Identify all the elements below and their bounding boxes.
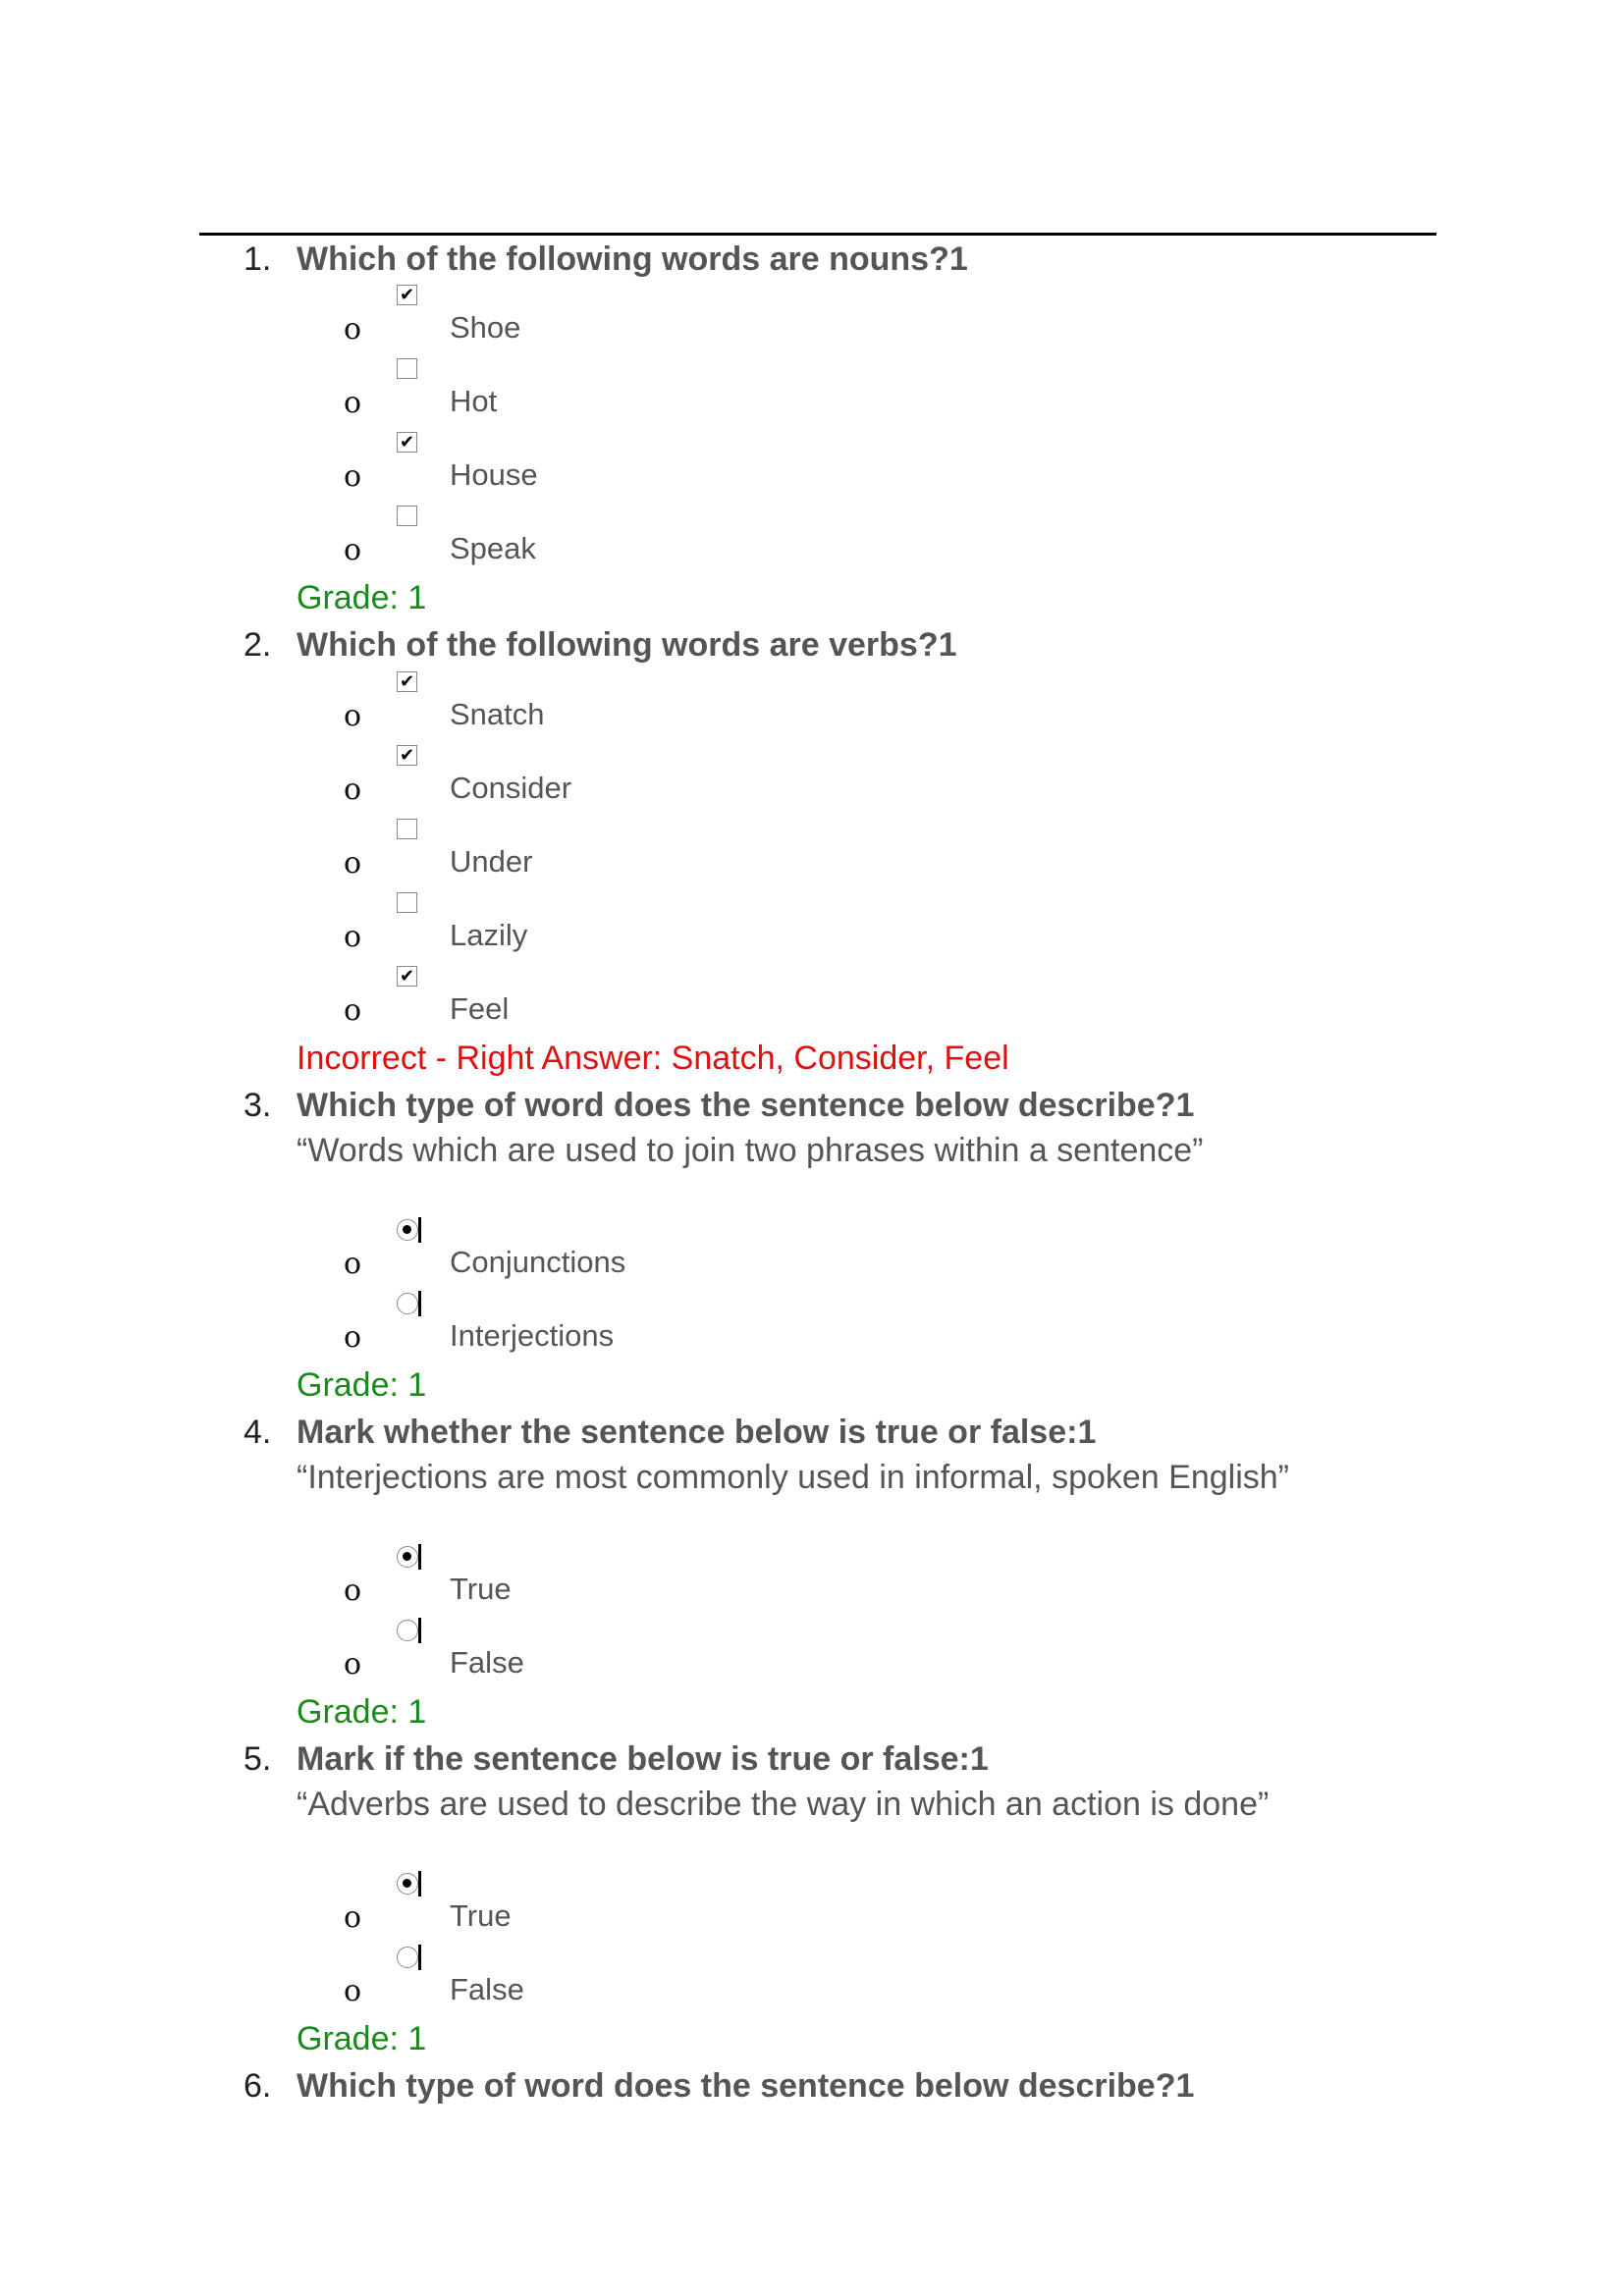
q3-interjections-radio[interactable]	[397, 1293, 418, 1314]
q4-option-true[interactable]	[344, 1546, 933, 1615]
question-3-quote: “Words which are used to join two phrases within a sentence”	[297, 1132, 1204, 1169]
bullet: o	[344, 1647, 362, 1682]
q5-option-false[interactable]	[344, 1947, 933, 2015]
bullet: o	[344, 1574, 362, 1608]
q2-snatch-checkbox[interactable]: ✔	[397, 671, 417, 692]
q1-hot-checkbox[interactable]	[397, 358, 417, 379]
question-2-number: 2.	[243, 626, 272, 664]
q3-grade: Grade: 1	[297, 1366, 427, 1404]
option-label: Shoe	[450, 310, 521, 345]
option-label: Consider	[450, 771, 572, 805]
question-5-text: Mark if the sentence below is true or false:1	[297, 1740, 989, 1778]
q1-option-house[interactable]	[344, 432, 933, 501]
q5-false-radio[interactable]	[397, 1947, 418, 1968]
question-6-number: 6.	[243, 2067, 272, 2105]
q1-house-checkbox[interactable]: ✔	[397, 432, 417, 453]
question-5-number: 5.	[243, 1740, 272, 1778]
q2-option-under[interactable]	[344, 819, 933, 887]
q3-option-conjunctions[interactable]	[344, 1219, 933, 1288]
bullet: o	[344, 1974, 362, 2008]
top-divider	[199, 233, 1436, 236]
bullet: o	[344, 920, 362, 954]
option-label: Interjections	[450, 1318, 615, 1353]
q2-option-snatch[interactable]	[344, 671, 933, 740]
q4-true-radio[interactable]	[397, 1546, 418, 1568]
q1-shoe-checkbox[interactable]: ✔	[397, 285, 417, 305]
bullet: o	[344, 993, 362, 1028]
question-3-text: Which type of word does the sentence below describe?1	[297, 1087, 1195, 1124]
bullet: o	[344, 459, 362, 494]
q1-option-hot[interactable]	[344, 358, 933, 427]
question-4-text: Mark whether the sentence below is true or false:1	[297, 1414, 1097, 1451]
option-label: Under	[450, 844, 533, 879]
q1-option-speak[interactable]	[344, 506, 933, 574]
q3-conjunctions-radio[interactable]	[397, 1219, 418, 1241]
question-2-text: Which of the following words are verbs?1	[297, 626, 957, 664]
bullet: o	[344, 1247, 362, 1281]
q1-speak-checkbox[interactable]	[397, 506, 417, 526]
option-label: House	[450, 457, 538, 492]
q2-consider-checkbox[interactable]: ✔	[397, 745, 417, 766]
question-6-text: Which type of word does the sentence below describe?1	[297, 2067, 1195, 2105]
q2-under-checkbox[interactable]	[397, 819, 417, 839]
q1-option-shoe[interactable]	[344, 285, 933, 353]
q2-option-feel[interactable]	[344, 966, 933, 1035]
option-label: False	[450, 1645, 524, 1680]
question-4-quote: “Interjections are most commonly used in informal, spoken English”	[297, 1459, 1289, 1496]
q2-feel-checkbox[interactable]: ✔	[397, 966, 417, 987]
bullet: o	[344, 533, 362, 567]
q3-option-interjections[interactable]	[344, 1293, 933, 1362]
option-label: Feel	[450, 991, 510, 1026]
q2-feedback: Incorrect - Right Answer: Snatch, Consider, Feel	[297, 1040, 1009, 1077]
option-label: True	[450, 1898, 512, 1933]
option-label: Speak	[450, 531, 536, 565]
q5-option-true[interactable]	[344, 1873, 933, 1942]
bullet: o	[344, 312, 362, 347]
option-label: False	[450, 1972, 524, 2006]
q2-option-lazily[interactable]	[344, 892, 933, 961]
q2-option-consider[interactable]	[344, 745, 933, 814]
question-5-quote: “Adverbs are used to describe the way in which an action is done”	[297, 1786, 1270, 1823]
option-label: Hot	[450, 384, 498, 418]
bullet: o	[344, 1900, 362, 1935]
question-4-number: 4.	[243, 1414, 272, 1451]
option-label: Snatch	[450, 697, 545, 731]
question-1-text: Which of the following words are nouns?1	[297, 240, 968, 278]
bullet: o	[344, 846, 362, 881]
bullet: o	[344, 773, 362, 807]
q4-false-radio[interactable]	[397, 1620, 418, 1641]
option-label: Conjunctions	[450, 1245, 626, 1279]
q5-true-radio[interactable]	[397, 1873, 418, 1895]
bullet: o	[344, 1320, 362, 1355]
q5-grade: Grade: 1	[297, 2020, 427, 2057]
q4-option-false[interactable]	[344, 1620, 933, 1688]
question-3-number: 3.	[243, 1087, 272, 1124]
q2-lazily-checkbox[interactable]	[397, 892, 417, 913]
option-label: Lazily	[450, 918, 528, 952]
bullet: o	[344, 386, 362, 420]
q4-grade: Grade: 1	[297, 1693, 427, 1731]
question-1-number: 1.	[243, 240, 272, 278]
option-label: True	[450, 1572, 512, 1606]
bullet: o	[344, 699, 362, 733]
q1-grade: Grade: 1	[297, 579, 427, 616]
